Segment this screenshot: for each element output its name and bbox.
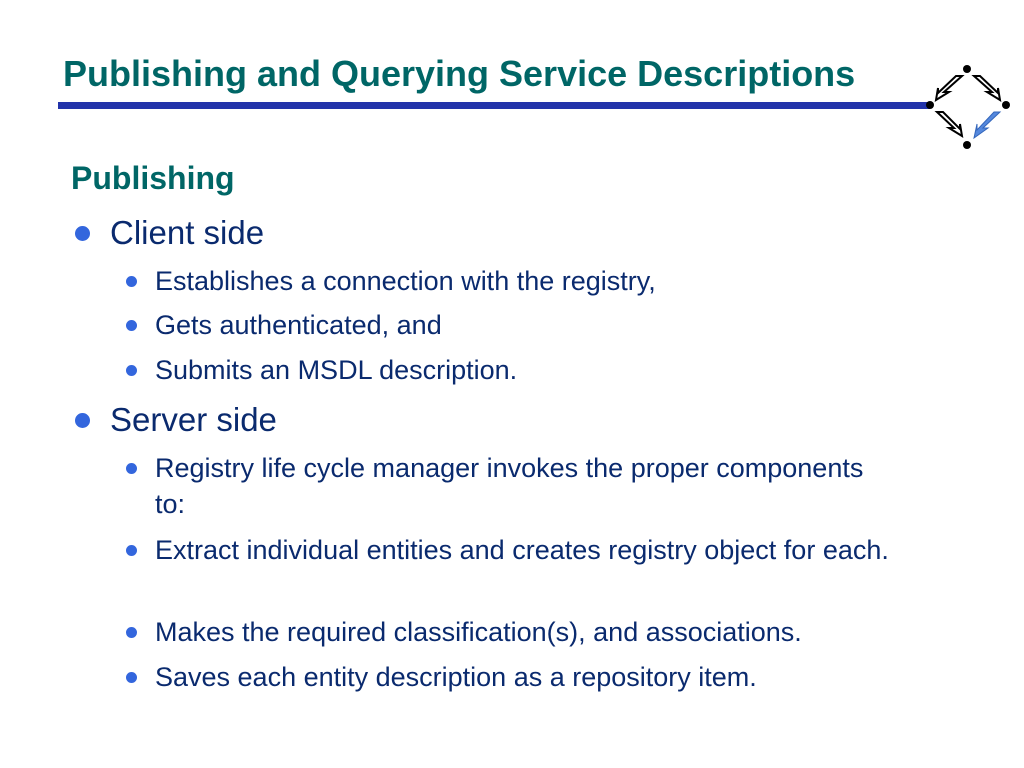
list-item: Registry life cycle manager invokes the proper components to: [155, 453, 864, 519]
bullet-dot [75, 226, 90, 241]
page-title: Publishing and Querying Service Descriptions [63, 53, 856, 94]
list-item-server-side: Server side [110, 401, 277, 438]
list-item: Extract individual entities and creates registry object for each. [155, 535, 889, 565]
bullet-dot [126, 545, 137, 556]
bullet-dot [126, 627, 137, 638]
title-underline [58, 102, 930, 109]
list-item: Makes the required classification(s), and associations. [155, 617, 802, 647]
list-item: Saves each entity description as a repository item. [155, 662, 757, 692]
diamond-arrows-logo-icon [922, 62, 1014, 152]
list-item: Establishes a connection with the registry, [155, 266, 656, 296]
bullet-dot [75, 413, 90, 428]
section-heading: Publishing [71, 160, 235, 196]
bullet-dot [126, 276, 137, 287]
bullet-dot [126, 463, 137, 474]
bullet-dot [126, 365, 137, 376]
list-item: Submits an MSDL description. [155, 355, 518, 385]
bullet-dot [126, 320, 137, 331]
list-item-client-side: Client side [110, 214, 265, 251]
bullet-dot [126, 672, 137, 683]
list-item: Gets authenticated, and [155, 310, 442, 340]
